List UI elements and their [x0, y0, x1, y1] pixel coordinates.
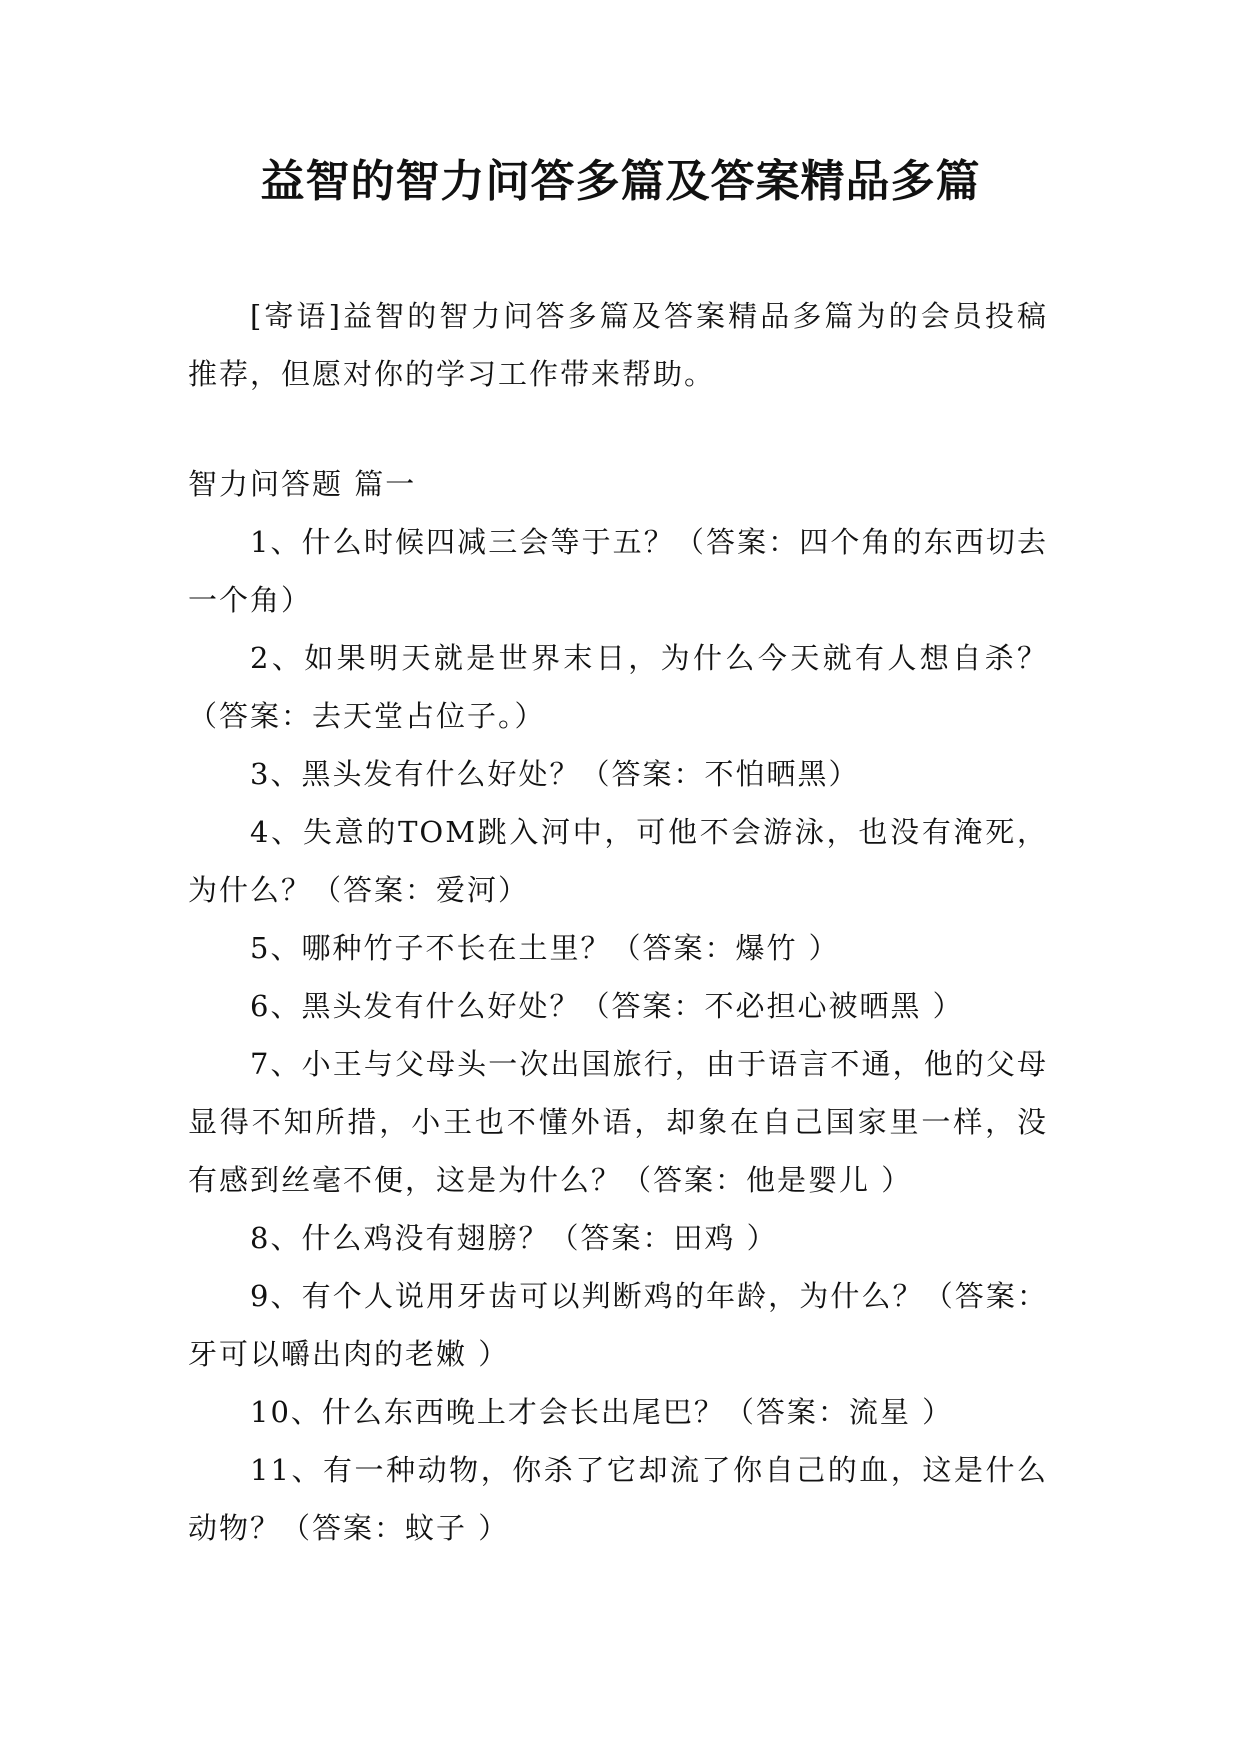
question-item: 8、什么鸡没有翅膀？（答案：田鸡 ）: [250, 1221, 778, 1255]
intro-paragraph: [寄语]益智的智力问答多篇及答案精品多篇为的会员投稿推荐，但愿对你的学习工作带来帮助。: [188, 299, 1048, 391]
question-item: 9、有个人说用牙齿可以判断鸡的年龄，为什么？（答案：牙可以嚼出肉的老嫩 ）: [188, 1279, 1048, 1371]
document-body: [188, 287, 1048, 1557]
question-item: 3、黑头发有什么好处？（答案：不怕晒黑）: [250, 757, 860, 791]
page-title: 益智的智力问答多篇及答案精品多篇: [260, 156, 981, 207]
question-item: 7、小王与父母头一次出国旅行，由于语言不通，他的父母显得不知所措，小王也不懂外语，却象在自己国家里一样，没有感到丝毫不便，这是为什么？（答案：他是婴儿 ）: [188, 1047, 1048, 1197]
question-item: 6、黑头发有什么好处？（答案：不必担心被晒黑 ）: [250, 989, 964, 1023]
question-item: 1、什么时候四减三会等于五？（答案：四个角的东西切去一个角）: [188, 525, 1048, 617]
question-item: 4、失意的TOM跳入河中，可他不会游泳，也没有淹死，为什么？（答案：爱河）: [188, 815, 1048, 907]
question-item: 10、什么东西晚上才会长出尾巴？（答案：流星 ）: [250, 1395, 954, 1429]
section-heading: 智力问答题 篇一: [188, 467, 417, 501]
question-item: 11、有一种动物，你杀了它却流了你自己的血，这是什么动物？（答案：蚊子 ）: [188, 1453, 1048, 1545]
question-item: 2、如果明天就是世界末日，为什么今天就有人想自杀？（答案：去天堂占位子。）: [188, 641, 1048, 733]
question-item: 5、哪种竹子不长在土里？（答案：爆竹 ）: [250, 931, 840, 965]
